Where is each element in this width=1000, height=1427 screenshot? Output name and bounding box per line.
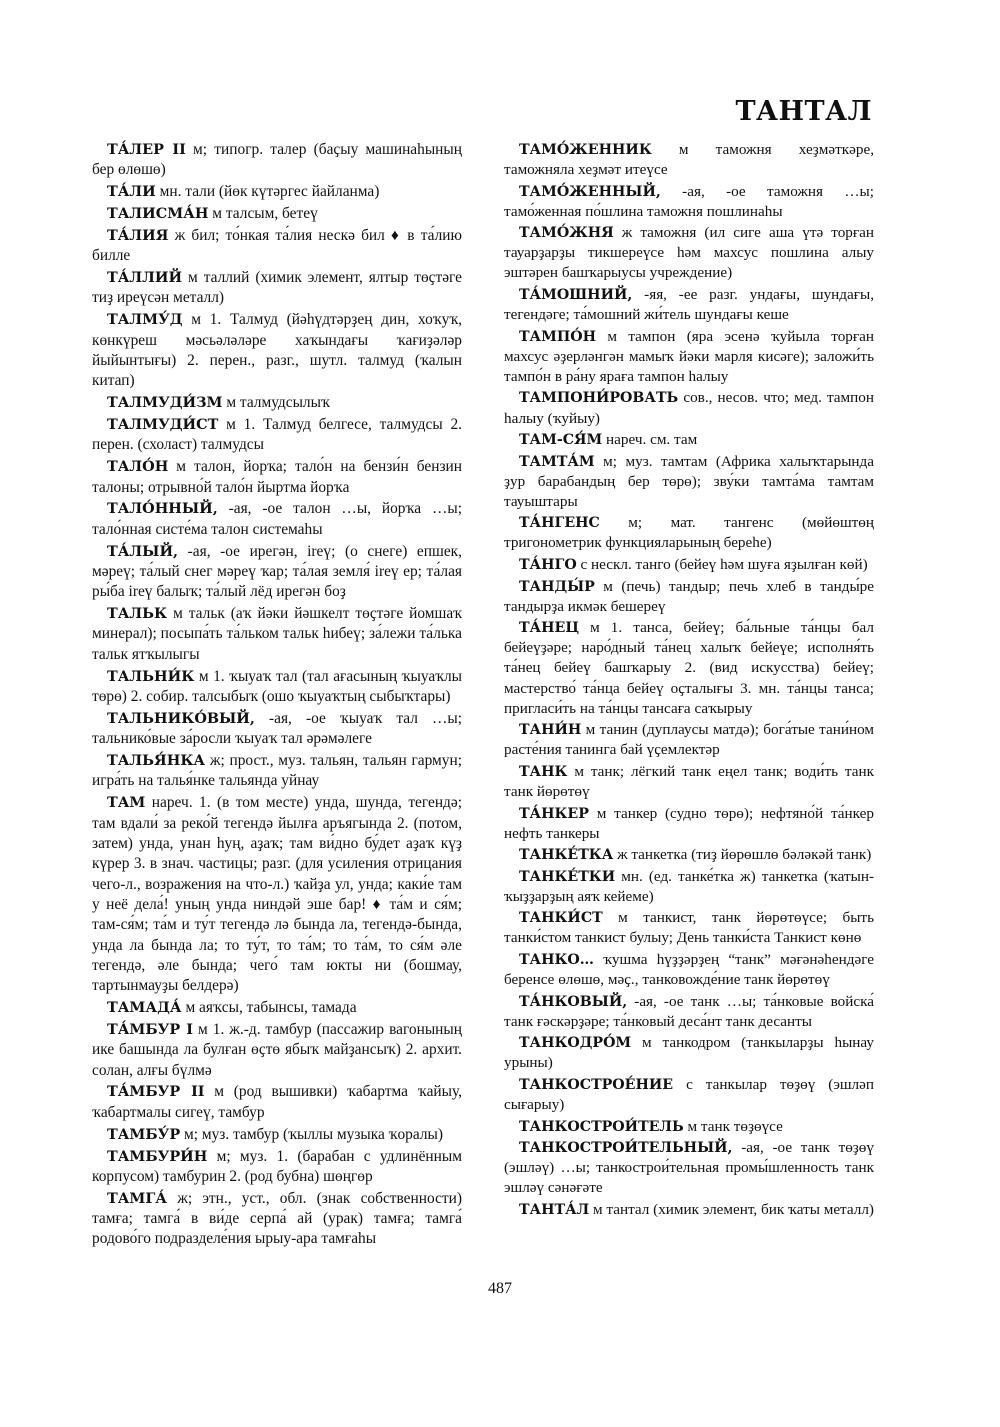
- entry-definition: м талсым, бетеү: [208, 205, 318, 223]
- entry-definition: -ая, -ое ирегән, ireү; (о снеге) епшек, мәреү; та́лый снег мәреү ҡар; та́лая земля́ ireү ер; та́лая ры́ба ireү балыҡ; та́лый лёд ирегән боҙ: [92, 542, 462, 601]
- entry-definition: м 1. ҡыуаҡ тал (тал ағасының ҡыуаҡлы төрө) 2. собир. талсыбыҡ (ошо ҡыуаҡтың сыбыҡтары): [92, 667, 462, 705]
- entry-headword: ТАМБУ́Р: [107, 1125, 181, 1143]
- entry-headword: ТАМ-СЯ́М: [519, 432, 603, 449]
- entry-headword: ТАЛМУДИ́ЗМ: [107, 394, 223, 412]
- dictionary-entry: [504, 845, 874, 865]
- entry-definition: м таможня хеҙмәткәре, таможняла хеҙмәт итеүсе: [504, 141, 874, 179]
- entry-headword: ТАМТА́М: [519, 453, 595, 470]
- entry-headword: ТА́МБУР I: [107, 1020, 194, 1038]
- dictionary-entry: [92, 1147, 462, 1188]
- entry-headword: ТА́ЛИ: [107, 183, 156, 201]
- dictionary-entry: [504, 285, 874, 325]
- dictionary-entry: [92, 1189, 462, 1250]
- entry-headword: ТАНКО…: [519, 952, 594, 969]
- entry-definition: -ая, -ое ҡыуаҡ тал …ы; тальнико́вые за́росли ҡыуаҡ тал әрәмәлеге: [92, 709, 462, 748]
- entry-definition: м 1. танса, бейеү; ба́льные та́нцы бал бейеүҙәре; наро́дный та́нец халыҡ бейеүе; исполня́ть та́нец бейеү башҡарыу 2. (вид искусства) бейеү; мастерство́ та́нца бейеү оҫталығы 3. мн. та́нцы танса; пригласи́ть на та́нцы тансаға саҡырыу: [504, 619, 874, 717]
- entry-headword: ТАМО́ЖЕННЫЙ,: [519, 183, 661, 200]
- entry-headword: ТА́МОШНИЙ,: [519, 287, 633, 304]
- entry-headword: ТА́ЛЫЙ,: [107, 542, 179, 560]
- dictionary-entry: [504, 223, 874, 283]
- dictionary-entry: [504, 182, 874, 222]
- dictionary-entry: [504, 452, 874, 512]
- entry-definition: м танкер (судно төрө); нефтяно́й та́нкер нефть танкеры: [504, 804, 874, 842]
- dictionary-entry: [92, 604, 462, 665]
- entry-definition: м; муз. тамбур (ҡыллы музыка ҡоралы): [180, 1125, 443, 1143]
- dictionary-entry: [504, 950, 874, 990]
- dictionary-entry: [92, 182, 462, 202]
- left-column: [92, 140, 462, 1251]
- entry-headword: ТАМО́ЖЕННИК: [519, 142, 652, 158]
- entry-definition: м танк төҙөүсе: [683, 1117, 783, 1135]
- entry-headword: ТАМБУРИ́Н: [107, 1147, 208, 1165]
- dictionary-entry: [92, 1125, 462, 1145]
- dictionary-entry: [92, 268, 462, 309]
- dictionary-entry: [92, 310, 462, 391]
- entry-headword: ТАНДЫ́Р: [519, 578, 595, 595]
- dictionary-entry: [504, 804, 874, 844]
- entry-definition: м танин (дуплаусы матдә); бога́тые тани́ном расте́ния танинга бай үҫемлектәр: [504, 721, 874, 759]
- entry-definition: м танк; лёгкий танк еңел танк; води́ть танк танк йөрөтөү: [504, 762, 874, 800]
- entry-definition: м; муз. 1. (барабан с удлинённым корпусом) тамбурин 2. (род бубна) шөңгөр: [92, 1147, 462, 1185]
- entry-headword: ТА́НКОВЫЙ,: [519, 993, 628, 1010]
- entry-headword: ТА́МБУР II: [107, 1083, 205, 1101]
- dictionary-entry: [92, 542, 462, 603]
- entry-definition: м тампон (яра эсенә ҡуйыла торған махсус әҙерләнгән мамыҡ йәки марля кисәге); заложи́ть тампо́н в ра́ну яраға тампон һалыу: [504, 327, 874, 385]
- dictionary-entry: [504, 1075, 874, 1115]
- dictionary-entry: [92, 793, 462, 996]
- dictionary-entry: [504, 762, 874, 802]
- dictionary-entry: [504, 908, 874, 948]
- entry-headword: ТАМО́ЖНЯ: [519, 225, 614, 242]
- dictionary-entry: [504, 1138, 874, 1198]
- entry-definition: ҡушма һүҙҙәрҙең “танк” мәғәнәһендәге беренсе өлөшө, мәҫ., танковожде́ние танк йөрөтөү: [504, 951, 874, 989]
- entry-definition: мн. тали (йөк күтәргес йайланма): [155, 183, 380, 201]
- entry-definition: ж бил; то́нкая та́лия нескә бил ♦ в та́лию билле: [92, 226, 462, 265]
- entry-headword: ТАЛО́ННЫЙ,: [107, 500, 218, 518]
- dictionary-entry: [92, 415, 462, 456]
- entry-definition: с нескл. танго (бейеү һәм шуға яҙылған көй): [576, 556, 868, 574]
- entry-definition: -яя, -ее разг. ундағы, шундағы, тегендәге; та́мошний жи́тель шундағы кеше: [504, 286, 874, 324]
- entry-definition: м аяҡсы, табынсы, тамада: [181, 999, 357, 1017]
- entry-headword: ТАМПОНИ́РОВАТЬ: [519, 390, 679, 407]
- entry-definition: м тантал (химик элемент, бик ҡаты металл): [589, 1200, 874, 1218]
- entry-definition: -ая, -ое талон …ы, йорҡа …ы; тало́нная систе́ма талон системаһы: [92, 500, 462, 538]
- dictionary-entry: [504, 513, 874, 553]
- entry-definition: м танкист, танк йөрөтөүсе; быть танки́стом танкист булыу; День танки́ста Танкист көнө: [504, 909, 874, 947]
- entry-headword: ТАНКОСТРОЕ́НИЕ: [519, 1077, 674, 1094]
- entry-definition: м 1. Талмуд (йәһүдтәрҙең дин, хоҡуҡ, көнкүреш мәсьәләләре хаҡындағы ҡағиҙәләр йыйынтығы) 2. перен., разг., шутл. талмуд (ҡалын китап): [92, 311, 462, 390]
- dictionary-entry: [92, 709, 462, 750]
- entry-definition: -ая, -ое танк төҙөү (эшләү) …ы; танкострои́тельная промы́шленность танк эшләү сәнәғәте: [504, 1139, 874, 1197]
- entry-headword: ТАНКИ́СТ: [519, 910, 603, 927]
- dictionary-entry: [92, 998, 462, 1018]
- entry-headword: ТАЛЬНИ́К: [107, 667, 195, 685]
- entry-definition: м; типогр. талер (баҫыу машинаһының бер өлөшө): [92, 141, 462, 179]
- entry-headword: ТАЛМУ́Д: [107, 311, 183, 329]
- entry-headword: ТА́НЕЦ: [519, 620, 580, 637]
- entry-definition: -ая, -ое таможня …ы; тамо́женная по́шлина таможня пошлинаһы: [504, 182, 874, 220]
- entry-headword: ТА́ЛЕР II: [107, 141, 186, 158]
- dictionary-entry: [92, 1020, 462, 1081]
- entry-headword: ТАЛЬЯ́НКА: [107, 751, 206, 769]
- entry-headword: ТА́ЛЛИЙ: [107, 269, 183, 287]
- entry-definition: -ая, -ое танк …ы; та́нковые войска́ танк ғәскәрҙәре; та́нковый деса́нт танк десанты: [504, 992, 874, 1030]
- dictionary-entry: [92, 226, 462, 267]
- dictionary-entry: [504, 140, 874, 180]
- entry-definition: ж; этн., уст., обл. (знак собственности) тамға; тамга́ в ви́де серпа́ ай (урак) тамға; тамга́ родово́го подразделе́ния ырыу-ара тамғаһы: [92, 1189, 462, 1248]
- right-column: [504, 140, 874, 1222]
- dictionary-entry: [504, 1033, 874, 1073]
- entry-headword: ТАНКОСТРОИ́ТЕЛЬ: [519, 1118, 684, 1135]
- dictionary-entry: [504, 388, 874, 428]
- dictionary-entry: [504, 555, 874, 575]
- dictionary-entry: [92, 457, 462, 498]
- entry-headword: ТА́НГЕНС: [519, 515, 600, 532]
- dictionary-entry: [92, 667, 462, 708]
- entry-headword: ТАНКОДРО́М: [519, 1035, 632, 1052]
- dictionary-entry: [504, 867, 874, 907]
- dictionary-entry: [92, 499, 462, 540]
- dictionary-entry: [92, 751, 462, 792]
- entry-definition: м (род вышивки) ҡабартма ҡайыу, ҡабартмалы сигеү, тамбур: [92, 1083, 462, 1121]
- entry-headword: ТАЛЬНИКО́ВЫЙ,: [107, 709, 255, 727]
- dictionary-entry: [504, 1200, 874, 1220]
- entry-definition: сов., несов. что; мед. тампон һалыу (ҡуйыу): [504, 389, 874, 427]
- entry-definition: м талмудсылыҡ: [222, 394, 330, 412]
- running-head: ТАНТАЛ: [735, 96, 872, 127]
- entry-definition: м; муз. тамтам (Африка халыҡтарында ҙур барабандың бер төрө); зву́ки тамта́ма тамтам тауыштары: [504, 452, 874, 510]
- entry-definition: ж; прост., муз. тальян, тальян гармун; игра́ть на талья́нке тальянда уйнау: [92, 751, 462, 790]
- entry-definition: ж таможня (ил сиге аша үтә торған тауарҙарҙы тикшереүсе һәм махсус пошлина алыу эштәрен башҡарыусы учреждение): [504, 224, 874, 282]
- entry-definition: м 1. Талмуд белгесе, талмудсы 2. перен. (схоласт) талмудсы: [92, 415, 462, 454]
- entry-definition: ж танкетка (тиҙ йөрөшлө бәләкәй танк): [613, 846, 872, 864]
- dictionary-entry: [504, 992, 874, 1032]
- entry-headword: ТАМГА́: [107, 1189, 168, 1207]
- entry-definition: м талон, йорҡа; тало́н на бензи́н бензин талоны; отрывно́й тало́н йыртма йорҡа: [92, 458, 462, 496]
- entry-headword: ТАНКЕ́ТКА: [519, 847, 614, 864]
- dictionary-entry: [504, 618, 874, 718]
- entry-headword: ТАЛЬК: [107, 605, 168, 623]
- entry-definition: м (печь) тандыр; печь хлеб в танды́ре тандырҙа икмәк бешереү: [504, 577, 874, 615]
- dictionary-entry: [504, 577, 874, 617]
- entry-definition: м тальк (аҡ йәки йәшкелт төҫтәге йомшаҡ минерал); посыпа́ть та́льком тальк һибеү; за́лежи та́лька тальк ятҡылыгы: [92, 605, 462, 663]
- entry-definition: нареч. см. там: [602, 431, 698, 449]
- entry-headword: ТАМПО́Н: [519, 328, 596, 345]
- dictionary-entry: [92, 204, 462, 224]
- entry-headword: ТАЛМУДИ́СТ: [107, 415, 219, 433]
- dictionary-entry: [92, 140, 462, 181]
- entry-headword: ТА́НГО: [519, 557, 577, 574]
- entry-headword: ТАНК: [519, 763, 568, 780]
- entry-headword: ТАМ: [107, 794, 146, 812]
- entry-definition: мн. (ед. танке́тка ж) танкетка (ҡатын-ҡыҙҙарҙың аяҡ кейеме): [504, 867, 874, 905]
- entry-headword: ТАМАДА́: [107, 999, 182, 1017]
- entry-headword: ТАЛИСМА́Н: [107, 205, 209, 223]
- entry-headword: ТАЛО́Н: [107, 458, 169, 476]
- entry-headword: ТА́НКЕР: [519, 805, 589, 822]
- dictionary-entry: [504, 1117, 874, 1137]
- page-number: 487: [488, 1280, 512, 1297]
- entry-headword: ТА́ЛИЯ: [107, 226, 169, 244]
- dictionary-entry: [504, 720, 874, 760]
- entry-definition: нареч. 1. (в том месте) унда, шунда, тегендә; там вдали́ за реко́й тегендә йылға аръягында 2. (потом, затем) унда, унан һуң, аҙаҡ; там ви́дно бу́дет аҙаҡ күҙ күрер 3. в знач. частицы; разг. (для усиления отрицания чего-л., возражения на что-л.) ҡайҙа ул, унда; каки́е там у неё дела́! уның унда ниндәй эше бар! ♦ та́м и ся́м; там-ся́м; та́м и ту́т тегендә лә бында ла, тегендә-бында, унда ла бында ла; то ту́т, то та́м; то та́м, то ся́м әле тегендә, әле бында; чего́ там юкты ни (бошмау, тартынмауҙы белдерә): [92, 794, 462, 995]
- entry-definition: м 1. ж.-д. тамбур (пассажир вагонының ике башында ла булған өҫтө ябыҡ майҙансыҡ) 2. архит. солан, алғы бүлмә: [92, 1020, 462, 1079]
- dictionary-entry: [92, 1082, 462, 1123]
- entry-definition: с танкылар төҙөү (эшләп сығарыу): [504, 1076, 874, 1114]
- dictionary-entry: [92, 393, 462, 413]
- entry-headword: ТАНКЕ́ТКИ: [519, 868, 616, 885]
- dictionary-entry: [504, 430, 874, 450]
- entry-headword: ТАНИ́Н: [519, 722, 582, 739]
- entry-definition: м танкодром (танкыларҙы һынау урыны): [504, 1034, 874, 1072]
- dictionary-entry: [504, 327, 874, 387]
- entry-definition: м; мат. тангенс (мөйөштөң тригонометрик функцияларының береһе): [504, 514, 874, 552]
- entry-headword: ТАНТА́Л: [519, 1201, 590, 1218]
- entry-definition: м таллий (химик элемент, ялтыр төҫтәге тиҙ иреүсән металл): [92, 269, 462, 307]
- entry-headword: ТАНКОСТРОИ́ТЕЛЬНЫЙ,: [519, 1140, 733, 1157]
